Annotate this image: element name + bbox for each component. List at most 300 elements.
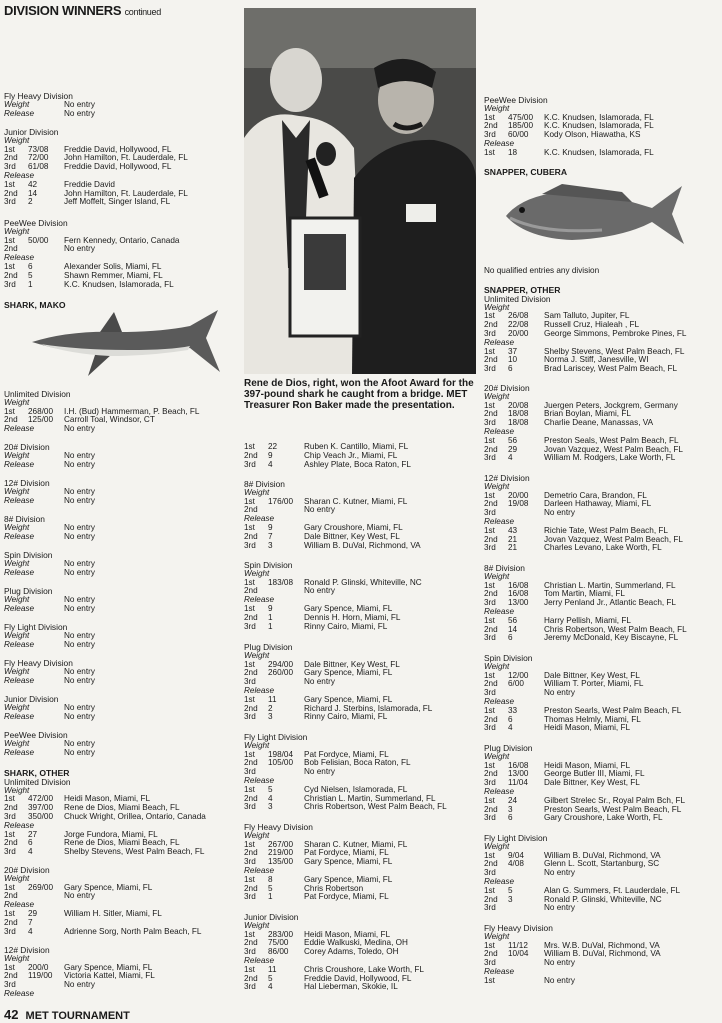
place: 3rd bbox=[484, 508, 496, 518]
category-label: Weight bbox=[4, 594, 30, 604]
angler-name: No entry bbox=[304, 506, 335, 515]
category-label: Weight bbox=[4, 873, 30, 883]
place: 1st bbox=[4, 962, 15, 972]
place: 2nd bbox=[244, 668, 258, 678]
angler-name: Gary Croushore, Miami, FL bbox=[304, 523, 403, 532]
place: 3rd bbox=[484, 868, 496, 878]
angler-name: Dale Bittner, Key West, FL bbox=[544, 779, 640, 788]
place: 1st bbox=[244, 603, 255, 613]
category-label: Weight bbox=[484, 103, 510, 113]
category-row bbox=[484, 788, 720, 797]
category-row bbox=[4, 101, 240, 110]
weight-value: 10 bbox=[508, 355, 518, 365]
place: 2nd bbox=[484, 444, 498, 454]
angler-name: No entry bbox=[544, 869, 575, 878]
division-title: Fly Heavy Division bbox=[244, 822, 313, 832]
category-label: Release bbox=[4, 900, 35, 910]
angler-name: Demetrio Cara, Brandon, FL bbox=[544, 491, 647, 500]
weight-value: 9/04 bbox=[508, 850, 524, 860]
division-title: Fly Light Division bbox=[4, 622, 68, 632]
category-label: Release bbox=[484, 516, 515, 526]
division-title: Spin Division bbox=[244, 560, 293, 570]
place: 2nd bbox=[244, 505, 258, 515]
category-row bbox=[484, 698, 720, 707]
division-block bbox=[4, 92, 240, 118]
photo-caption: Rene de Dios, right, won the Afoot Award for the 397-pound shark he caught from a bridge. MET Treasurer Ron Baker made the presentation. bbox=[244, 378, 474, 411]
placing-row bbox=[244, 533, 480, 542]
placing-row bbox=[244, 893, 480, 902]
weight-value: 6 bbox=[508, 364, 513, 374]
weight-value: 22 bbox=[268, 442, 278, 451]
placing-row bbox=[4, 163, 240, 172]
place: 2nd bbox=[244, 883, 258, 893]
angler-name: Alan G. Summers, Ft. Lauderdale, FL bbox=[544, 886, 681, 895]
division-title: Junior Division bbox=[4, 694, 59, 704]
angler-name: Heidi Mason, Miami, FL bbox=[304, 930, 390, 939]
weight-value: 119/00 bbox=[28, 971, 53, 981]
place: 1st bbox=[244, 659, 255, 669]
place: 1st bbox=[244, 522, 255, 532]
category-row bbox=[4, 488, 240, 497]
place: 3rd bbox=[484, 633, 496, 643]
placing-row bbox=[484, 896, 720, 905]
angler-name: K.C. Knudsen, Islamorada, FL bbox=[544, 113, 654, 122]
place: 1st bbox=[244, 874, 255, 884]
place: 2nd bbox=[484, 320, 498, 330]
division-title: Fly Light Division bbox=[244, 732, 308, 742]
angler-name: William M. Rodgers, Lake Worth, FL bbox=[544, 454, 676, 463]
category-row bbox=[4, 749, 240, 758]
placing-row bbox=[484, 419, 720, 428]
place: 2nd bbox=[244, 586, 258, 596]
weight-value: 283/00 bbox=[268, 929, 294, 939]
place: 1st bbox=[244, 784, 255, 794]
category-label: Release bbox=[4, 820, 35, 830]
division-block bbox=[244, 561, 480, 631]
placing-row bbox=[484, 689, 720, 698]
placing-row bbox=[484, 536, 720, 545]
division-title: Spin Division bbox=[484, 653, 533, 663]
page-footer bbox=[4, 1007, 130, 1022]
weight-value: 1 bbox=[268, 621, 273, 631]
division-block bbox=[4, 515, 240, 541]
weight-value: 12/00 bbox=[508, 670, 529, 680]
category-row bbox=[484, 428, 720, 437]
category-row bbox=[244, 777, 480, 786]
angler-name: Sam Talluto, Jupiter, FL bbox=[544, 312, 630, 321]
place: 3rd bbox=[244, 947, 256, 957]
placing-row bbox=[4, 919, 240, 928]
angler-name: Rinny Cairo, Miami, FL bbox=[304, 622, 388, 631]
placing-row bbox=[244, 579, 480, 588]
place: 1st bbox=[244, 496, 255, 506]
category-row bbox=[484, 518, 720, 527]
place: 2nd bbox=[484, 679, 498, 689]
angler-name: Cyd Nielsen, Islamorada, FL bbox=[304, 785, 408, 794]
division-title: Fly Heavy Division bbox=[4, 91, 73, 101]
division-title: Junior Division bbox=[4, 127, 59, 137]
division-title: 8# Division bbox=[244, 479, 285, 489]
weight-value: 4 bbox=[268, 459, 273, 469]
place: 2nd bbox=[244, 703, 258, 713]
weight-value: 11/04 bbox=[508, 778, 528, 788]
category-row bbox=[4, 740, 240, 749]
weight-value: 397/00 bbox=[28, 803, 54, 813]
angler-name: Preston Searls, West Palm Beach, FL bbox=[544, 706, 682, 715]
place: 2nd bbox=[4, 838, 18, 848]
weight-value: 6 bbox=[508, 813, 513, 823]
angler-name: No entry bbox=[304, 768, 335, 777]
placing-row bbox=[484, 887, 720, 896]
weight-value: 3 bbox=[508, 804, 513, 814]
place: 1st bbox=[484, 112, 495, 122]
angler-name: No entry bbox=[544, 904, 575, 913]
angler-name: Richard J. Sterbins, Islamorada, FL bbox=[304, 704, 433, 713]
angler-name: Jeff Moffelt, Singer Island, FL bbox=[64, 198, 171, 207]
place: 2nd bbox=[484, 804, 498, 814]
category-label: Release bbox=[484, 426, 515, 436]
weight-value: 24 bbox=[508, 795, 518, 805]
placing-row bbox=[244, 461, 480, 470]
category-label: Weight bbox=[484, 751, 510, 761]
angler-name: Shelby Stevens, West Palm Beach, FL bbox=[64, 848, 205, 857]
no-entry-text: No entry bbox=[64, 496, 95, 505]
place: 1st bbox=[484, 580, 495, 590]
place: 1st bbox=[244, 442, 255, 451]
division-title: Unlimited Division bbox=[4, 389, 71, 399]
angler-name: Gilbert Strelec Sr., Royal Palm Bch, FL bbox=[544, 796, 686, 805]
weight-value: 294/00 bbox=[268, 659, 294, 669]
placing-row bbox=[484, 626, 720, 635]
place: 3rd bbox=[484, 453, 496, 463]
weight-value: 2 bbox=[268, 703, 273, 713]
place: 1st bbox=[244, 577, 255, 587]
category-row bbox=[484, 608, 720, 617]
no-entry-text: No entry bbox=[64, 676, 95, 685]
division-title: PeeWee Division bbox=[4, 730, 68, 740]
angler-name: Jorge Fundora, Miami, FL bbox=[64, 830, 158, 839]
division-title: Plug Division bbox=[4, 586, 53, 596]
weight-value: 472/00 bbox=[28, 794, 54, 804]
place: 1st bbox=[484, 615, 495, 625]
place: 2nd bbox=[244, 612, 258, 622]
no-entry-text: No entry bbox=[64, 109, 95, 118]
division-block bbox=[4, 623, 240, 649]
place: 3rd bbox=[244, 802, 256, 812]
weight-value: 18/08 bbox=[508, 418, 529, 428]
place: 3rd bbox=[244, 677, 256, 687]
category-row bbox=[4, 497, 240, 506]
angler-name: John Hamilton, Ft. Lauderdale, FL bbox=[64, 154, 188, 163]
category-row bbox=[484, 968, 720, 977]
placing-row bbox=[484, 724, 720, 733]
category-row bbox=[4, 254, 240, 263]
no-entry-text: No entry bbox=[64, 460, 95, 469]
division-title: 20# Division bbox=[484, 383, 530, 393]
placing-row bbox=[484, 977, 720, 986]
place: 1st bbox=[4, 829, 15, 839]
category-row bbox=[484, 339, 720, 348]
place: 2nd bbox=[484, 769, 498, 779]
division-title: Junior Division bbox=[244, 912, 299, 922]
angler-name: Heidi Mason, Miami, FL bbox=[64, 795, 150, 804]
weight-value: 22/08 bbox=[508, 320, 529, 330]
angler-name: Eddie Walkuski, Medina, OH bbox=[304, 939, 408, 948]
category-row bbox=[4, 569, 240, 578]
weight-value: 14 bbox=[28, 188, 38, 198]
place: 3rd bbox=[484, 543, 496, 553]
placing-row bbox=[484, 959, 720, 968]
weight-value: 16/08 bbox=[508, 580, 529, 590]
division-block bbox=[4, 479, 240, 505]
place: 1st bbox=[484, 670, 495, 680]
category-label: Weight bbox=[4, 666, 30, 676]
placing-row bbox=[244, 966, 480, 975]
category-row bbox=[4, 560, 240, 569]
no-entry-text: No entry bbox=[64, 425, 95, 434]
category-label: Release bbox=[244, 685, 275, 695]
category-row bbox=[4, 822, 240, 831]
division-title: 12# Division bbox=[4, 478, 50, 488]
place: 2nd bbox=[4, 891, 18, 901]
angler-name: Chip Veach Jr., Miami, FL bbox=[304, 451, 398, 460]
place: 3rd bbox=[244, 712, 256, 722]
category-row bbox=[4, 641, 240, 650]
division-block bbox=[244, 913, 480, 992]
placing-row bbox=[4, 281, 240, 290]
angler-name: George Butler III, Miami, FL bbox=[544, 770, 645, 779]
place: 3rd bbox=[244, 982, 256, 992]
angler-name: Tom Martin, Miami, FL bbox=[544, 590, 625, 599]
placing-row bbox=[244, 452, 480, 461]
placing-row bbox=[484, 860, 720, 869]
division-block bbox=[244, 823, 480, 902]
angler-name: Christian L. Martin, Summerland, FL bbox=[304, 794, 436, 803]
weight-value: 1 bbox=[268, 612, 273, 622]
category-row bbox=[4, 524, 240, 533]
angler-name: William H. Sitler, Miami, FL bbox=[64, 909, 162, 918]
no-entry-text: No entry bbox=[64, 595, 95, 604]
angler-name: Pat Fordyce, Miami, FL bbox=[304, 750, 389, 759]
weight-value: 5 bbox=[508, 885, 513, 895]
placing-row bbox=[244, 713, 480, 722]
weight-value: 11 bbox=[268, 964, 277, 974]
placing-row bbox=[484, 806, 720, 815]
category-row bbox=[4, 533, 240, 542]
placing-row bbox=[244, 858, 480, 867]
division-title: Plug Division bbox=[484, 743, 533, 753]
division-block bbox=[484, 564, 720, 643]
weight-value: 4 bbox=[508, 453, 513, 463]
angler-name: No entry bbox=[64, 245, 95, 254]
angler-name: Thomas Helmly, Miami, FL bbox=[544, 715, 641, 724]
category-label: Release bbox=[4, 747, 35, 757]
category-row bbox=[244, 596, 480, 605]
placing-row bbox=[244, 443, 480, 452]
angler-name: Gary Spence, Miami, FL bbox=[304, 695, 393, 704]
placing-row bbox=[484, 149, 720, 158]
place: 1st bbox=[4, 406, 15, 416]
placing-row bbox=[244, 759, 480, 768]
placing-row bbox=[4, 839, 240, 848]
angler-name: Kody Olson, Hiawatha, KS bbox=[544, 131, 641, 140]
category-label: Release bbox=[4, 459, 35, 469]
angler-name: Pat Fordyce, Miami, FL bbox=[304, 893, 389, 902]
placing-row bbox=[484, 779, 720, 788]
weight-value: 9 bbox=[268, 603, 273, 613]
weight-value: 61/08 bbox=[28, 162, 49, 172]
angler-name: Freddie David, Hollywood, FL bbox=[304, 974, 412, 983]
angler-name: Gary Spence, Miami, FL bbox=[304, 875, 393, 884]
weight-value: 10/04 bbox=[508, 949, 529, 959]
place: 2nd bbox=[4, 971, 18, 981]
weight-value: 1 bbox=[268, 892, 273, 902]
placing-row bbox=[4, 263, 240, 272]
weight-value: 19/08 bbox=[508, 499, 529, 509]
category-label: Release bbox=[4, 495, 35, 505]
angler-name: No entry bbox=[304, 678, 335, 687]
angler-name: No entry bbox=[64, 981, 95, 990]
weight-value: 5 bbox=[268, 883, 273, 893]
category-row bbox=[244, 867, 480, 876]
placing-row bbox=[4, 181, 240, 190]
weight-value: 9 bbox=[268, 522, 273, 532]
placing-row bbox=[4, 972, 240, 981]
angler-name: Jeremy McDonald, Key Biscayne, FL bbox=[544, 634, 679, 643]
angler-name: Mrs. W.B. DuVal, Richmond, VA bbox=[544, 941, 660, 950]
division-title: PeeWee Division bbox=[4, 218, 68, 228]
angler-name: Glenn L. Scott, Startanburg, SC bbox=[544, 860, 660, 869]
photo-illustration bbox=[244, 8, 476, 374]
weight-value: 6 bbox=[28, 261, 33, 271]
division-block bbox=[244, 733, 480, 812]
weight-value: 7 bbox=[268, 531, 273, 541]
category-label: Weight bbox=[484, 391, 510, 401]
division-block bbox=[484, 654, 720, 733]
no-entry-text: No entry bbox=[64, 703, 95, 712]
angler-name: No entry bbox=[544, 976, 575, 985]
weight-value: 11 bbox=[268, 694, 277, 704]
placing-row bbox=[244, 524, 480, 533]
weight-value: 200/0 bbox=[28, 962, 49, 972]
place: 3rd bbox=[4, 980, 16, 990]
weight-value: 20/00 bbox=[508, 328, 529, 338]
place: 3rd bbox=[484, 688, 496, 698]
category-label: Release bbox=[244, 514, 275, 524]
category-label: Release bbox=[4, 711, 35, 721]
division-title: 20# Division bbox=[4, 865, 50, 875]
placing-row bbox=[244, 506, 480, 515]
division-title: 8# Division bbox=[4, 514, 45, 524]
place: 1st bbox=[484, 705, 495, 715]
place: 1st bbox=[4, 882, 15, 892]
division-block bbox=[484, 924, 720, 986]
angler-name: Heidi Mason, Miami, FL bbox=[544, 724, 630, 733]
placing-row bbox=[484, 599, 720, 608]
place: 3rd bbox=[4, 197, 16, 207]
angler-name: Jovan Vazquez, West Palm Beach, FL bbox=[544, 535, 683, 544]
no-entry-text: No entry bbox=[64, 568, 95, 577]
angler-name: Adrienne Sorg, North Palm Beach, FL bbox=[64, 927, 202, 936]
place: 1st bbox=[484, 795, 495, 805]
placing-row bbox=[244, 948, 480, 957]
publication-label: MET TOURNAMENT bbox=[25, 1010, 130, 1022]
header-title: DIVISION WINNERS bbox=[4, 3, 122, 18]
placing-row bbox=[4, 848, 240, 857]
award-photo bbox=[244, 8, 476, 374]
category-row bbox=[4, 172, 240, 181]
placing-row bbox=[484, 348, 720, 357]
placing-row bbox=[244, 678, 480, 687]
category-label: Release bbox=[4, 424, 35, 434]
no-entry-text: No entry bbox=[64, 739, 95, 748]
division-block bbox=[244, 643, 480, 722]
weight-value: 6 bbox=[508, 633, 513, 643]
no-entry-text: No entry bbox=[64, 748, 95, 757]
category-row bbox=[244, 515, 480, 524]
angler-name: Shelby Stevens, West Palm Beach, FL bbox=[544, 347, 685, 356]
placing-row bbox=[244, 614, 480, 623]
placing-row bbox=[484, 707, 720, 716]
angler-name: Sharan C. Kutner, Miami, FL bbox=[304, 840, 408, 849]
division-block bbox=[484, 96, 720, 158]
angler-name: Victoria Kattel, Miami, FL bbox=[64, 972, 155, 981]
division-title: Fly Heavy Division bbox=[484, 923, 553, 933]
category-label: Weight bbox=[484, 661, 510, 671]
weight-value: 72/00 bbox=[28, 153, 49, 163]
place: 3rd bbox=[484, 958, 496, 968]
category-row bbox=[4, 461, 240, 470]
angler-name: Heidi Mason, Miami, FL bbox=[544, 761, 630, 770]
category-label: Weight bbox=[484, 841, 510, 851]
weight-value: 6 bbox=[508, 714, 513, 724]
category-label: Weight bbox=[244, 740, 270, 750]
division-title: 12# Division bbox=[484, 473, 530, 483]
place: 1st bbox=[244, 964, 255, 974]
category-label: Weight bbox=[4, 450, 30, 460]
category-label: Release bbox=[484, 786, 515, 796]
angler-name: No entry bbox=[544, 959, 575, 968]
no-entry-text: No entry bbox=[64, 523, 95, 532]
weight-value: 75/00 bbox=[268, 938, 289, 948]
placing-row bbox=[484, 814, 720, 823]
place: 1st bbox=[484, 525, 495, 535]
place: 2nd bbox=[484, 714, 498, 724]
category-label: Release bbox=[484, 337, 515, 347]
division-block bbox=[484, 284, 720, 374]
weight-value: 27 bbox=[28, 829, 38, 839]
placing-row bbox=[244, 542, 480, 551]
species-heading: SNAPPER, CUBERA bbox=[484, 167, 568, 177]
placing-row bbox=[4, 813, 240, 822]
category-label: Release bbox=[484, 606, 515, 616]
placing-row bbox=[4, 245, 240, 254]
page-number: 42 bbox=[4, 1007, 19, 1022]
weight-value: 4/08 bbox=[508, 859, 524, 869]
weight-value: 5 bbox=[268, 973, 273, 983]
place: 2nd bbox=[244, 793, 258, 803]
division-block bbox=[4, 390, 240, 434]
note-text: No qualified entries any division bbox=[484, 266, 600, 275]
category-label: Weight bbox=[484, 481, 510, 491]
place: 3rd bbox=[244, 621, 256, 631]
division-title: Fly Heavy Division bbox=[4, 658, 73, 668]
angler-name bbox=[64, 919, 240, 928]
angler-name: Sharan C. Kutner, Miami, FL bbox=[304, 497, 408, 506]
angler-name: Dale Bittner, Key West, FL bbox=[304, 660, 400, 669]
angler-name: Corey Adams, Toledo, OH bbox=[304, 948, 399, 957]
place: 2nd bbox=[4, 803, 18, 813]
